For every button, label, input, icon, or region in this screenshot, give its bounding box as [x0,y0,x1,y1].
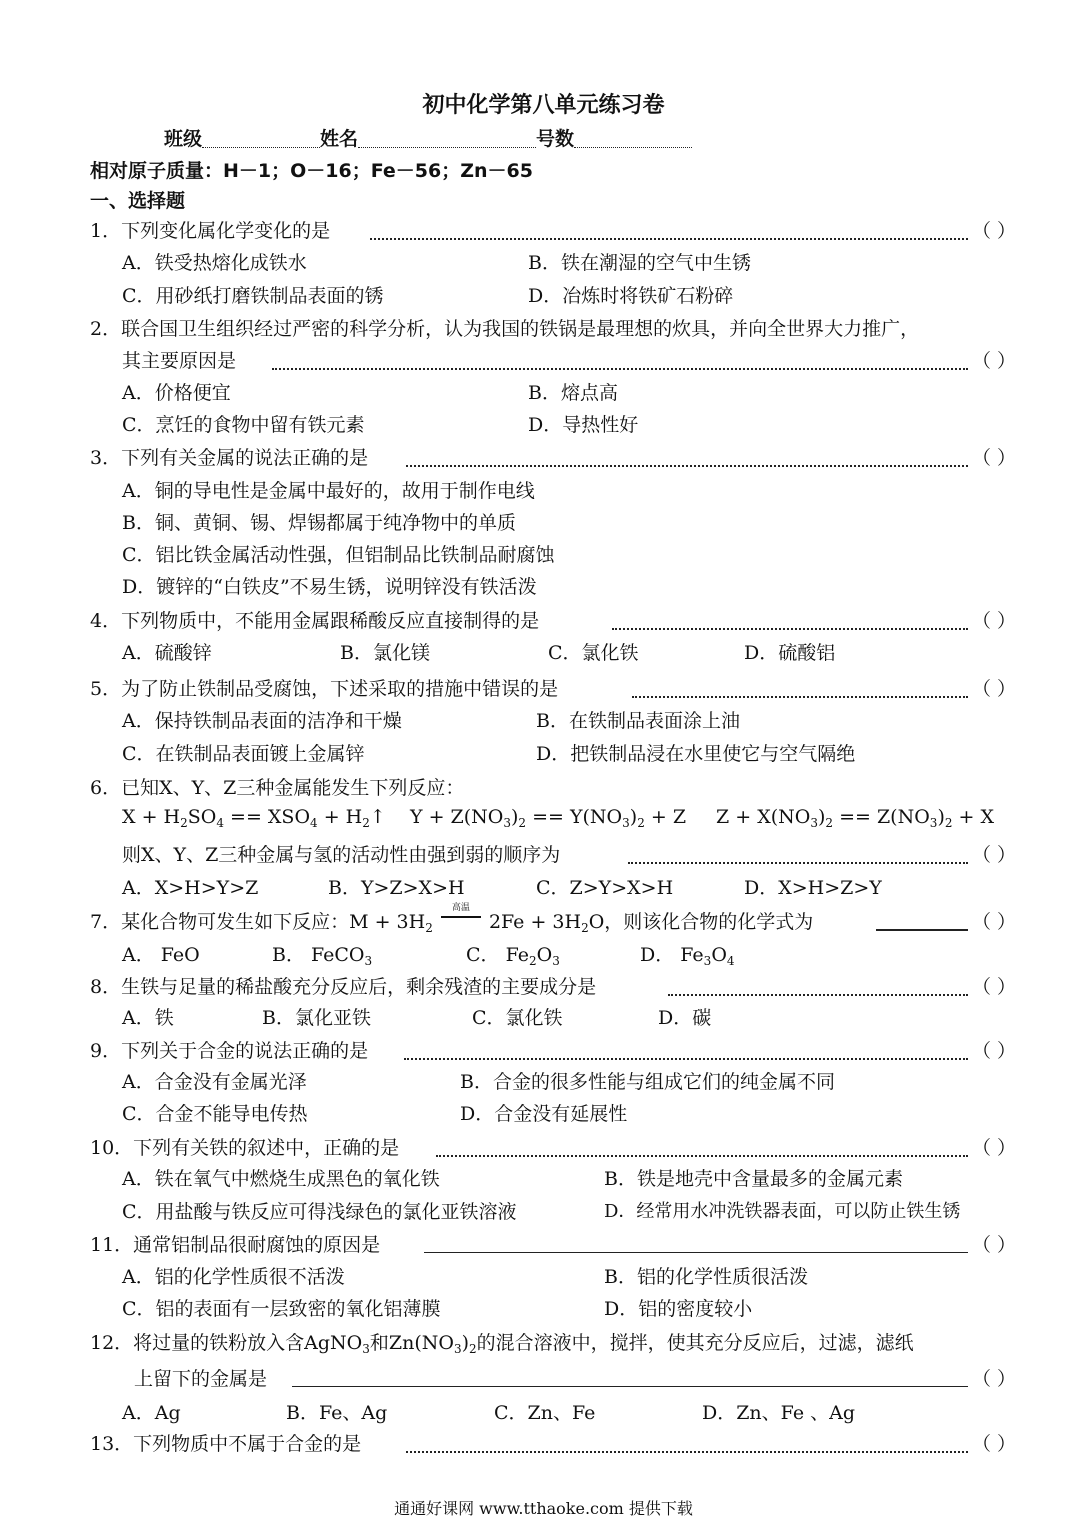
question-stem: 13．下列物质中不属于合金的是 [90,1433,362,1455]
option-d: D．合金没有延展性 [460,1103,628,1125]
leader-dots [370,238,968,240]
option-d: D．铝的密度较小 [604,1298,753,1320]
option-b: B． FeCO$_3$ [272,944,373,968]
question-stem: 4．下列物质中，不能用金属跟稀酸反应直接制得的是 [90,610,540,632]
question-stem: 其主要原因是 [122,350,237,372]
leader-dots [406,1451,968,1453]
option-a: A．X>H>Y>Z [122,877,259,899]
answer-parentheses: （ ） [972,1368,1017,1390]
number-blank [574,129,692,148]
question-12 [0,1362,1087,1394]
page-footer: 通通好课网 www.tthaoke.com 提供下载 [394,1499,693,1518]
answer-parentheses: （ ） [972,911,1017,933]
reaction-3: $Z + X(NO_3)_2 == Z(NO_3)_2 + X$ [716,806,995,830]
question-stem: 10．下列有关铁的叙述中，正确的是 [90,1137,400,1159]
leader-dots [272,368,968,370]
option-b: B．在铁制品表面涂上油 [536,710,740,732]
answer-parentheses: （ ） [972,1040,1017,1062]
page-title: 初中化学第八单元练习卷 [422,93,665,118]
option-c: C．烹饪的食物中留有铁元素 [122,414,365,436]
question-2-stem: 2．联合国卫生组织经过严密的科学分析，认为我国的铁锅是最理想的炊具，并向全世界大力推广， [90,318,920,340]
answer-parentheses: （ ） [972,1234,1017,1256]
class-blank [202,129,320,148]
reaction-2: $Y + Z(NO_3)_2 == Y(NO_3)_2 + Z$ [410,806,687,830]
option-c: C．用盐酸与铁反应可得浅绿色的氯化亚铁溶液 [122,1201,517,1223]
option-c: C．用砂纸打磨铁制品表面的锈 [122,285,384,307]
reaction-1: $X + H_2SO_4 == XSO_4$ + $H_2↑$ [122,806,386,830]
option-b: B．氯化镁 [340,642,430,664]
answer-parentheses: （ ） [972,350,1017,372]
option-a: A．铁 [122,1007,174,1029]
option-c: C．铝的表面有一层致密的氧化铝薄膜 [122,1298,441,1320]
number-label: 号数 [536,128,575,150]
question-stem: 7．某化合物可发生如下反应：$M + 3H_2$ 高温 $2Fe + 3H_2O$，则该化合物的化学式为 [90,903,814,935]
option-c: C．氯化铁 [548,642,639,664]
option-c: C． $Fe_2O_3$ [466,944,560,968]
leader-line [876,929,968,931]
question-stem: 上留下的金属是 [134,1368,268,1390]
question-1 [0,214,1087,246]
leader-dots [612,628,968,630]
question-stem: 3．下列有关金属的说法正确的是 [90,447,369,469]
option-a: A．合金没有金属光泽 [122,1071,307,1093]
question-7 [0,905,1087,937]
leader-dots [404,1058,968,1060]
option-b: B．熔点高 [528,382,618,404]
answer-parentheses: （ ） [972,678,1017,700]
option-d: D． $Fe_3O_4$ [640,944,735,968]
option-b: B．Y>Z>X>H [328,877,465,899]
option-a: A． FeO [122,944,200,966]
question-stem: 8．生铁与足量的稀盐酸充分反应后，剩余残渣的主要成分是 [90,976,597,998]
question-13 [0,1427,1087,1459]
name-blank [358,129,536,148]
option-c: C．在铁制品表面镀上金属锌 [122,743,365,765]
question-9 [0,1034,1087,1066]
option-c: C．合金不能导电传热 [122,1103,308,1125]
option-d: D．经常用水冲洗铁器表面，可以防止铁生锈 [604,1201,961,1222]
option-d: D．Zn、Fe 、Ag [702,1402,855,1424]
question-10 [0,1131,1087,1163]
option-b: B．合金的很多性能与组成它们的纯金属不同 [460,1071,835,1093]
leader-dots [668,994,968,996]
option-b: B．铁是地壳中含量最多的金属元素 [604,1168,903,1190]
option-a: A．Ag [122,1402,181,1424]
leader-dots [406,465,968,467]
option-a: A．铜的导电性是金属中最好的，故用于制作电线 [122,480,535,502]
answer-parentheses: （ ） [972,610,1017,632]
class-label: 班级 [164,128,203,150]
option-d: D．导热性好 [528,414,639,436]
option-c: C．氯化铁 [472,1007,563,1029]
option-d: D．硫酸铝 [744,642,836,664]
option-d: D．X>H>Z>Y [744,877,882,899]
question-4 [0,604,1087,636]
atomic-mass-line: 相对原子质量：H－1；O－16；Fe－56；Zn－65 [90,160,533,182]
answer-parentheses: （ ） [972,1137,1017,1159]
question-12-stem: 12．将过量的铁粉放入含AgNO$_3$和$Zn(NO_3)_2$的混合溶液中，搅拌，使其充分反应后，过滤，滤纸 [90,1332,914,1356]
option-a: A．保持铁制品表面的洁净和干燥 [122,710,402,732]
option-d: D．冶炼时将铁矿石粉碎 [528,285,734,307]
question-stem: 则X、Y、Z三种金属与氢的活动性由强到弱的顺序为 [122,844,561,866]
leader-line [292,1386,968,1387]
option-b: B．铜、黄铜、锡、焊锡都属于纯净物中的单质 [122,512,516,534]
option-b: B．Fe、Ag [286,1402,388,1424]
question-11 [0,1228,1087,1260]
option-b: B．铝的化学性质很活泼 [604,1266,808,1288]
section-heading: 一、选择题 [90,190,186,212]
answer-parentheses: （ ） [972,976,1017,998]
leader-dots [632,696,968,698]
answer-parentheses: （ ） [972,1433,1017,1455]
option-d: D．镀锌的“白铁皮”不易生锈，说明锌没有铁活泼 [122,576,537,598]
question-2 [0,344,1087,376]
leader-dots [436,1155,968,1157]
student-info-line [164,124,692,151]
answer-parentheses: （ ） [972,220,1017,242]
name-label: 姓名 [320,128,359,150]
option-a: A．铁在氧气中燃烧生成黑色的氧化铁 [122,1168,440,1190]
question-6-stem: 6．已知X、Y、Z三种金属能发生下列反应： [90,777,465,799]
question-stem: 1．下列变化属化学变化的是 [90,220,331,242]
option-d: D．把铁制品浸在水里使它与空气隔绝 [536,743,856,765]
question-3 [0,441,1087,473]
answer-parentheses: （ ） [972,447,1017,469]
option-d: D．碳 [658,1007,712,1029]
option-a: A．价格便宜 [122,382,231,404]
leader-dots [628,862,968,864]
answer-parentheses: （ ） [972,844,1017,866]
question-stem: 5．为了防止铁制品受腐蚀，下述采取的措施中错误的是 [90,678,559,700]
question-stem: 9．下列关于合金的说法正确的是 [90,1040,369,1062]
question-8 [0,970,1087,1002]
option-a: A．铝的化学性质很不活泼 [122,1266,345,1288]
question-stem: 11．通常铝制品很耐腐蚀的原因是 [90,1234,381,1256]
reaction-arrow: 高温 [439,910,483,930]
question-5 [0,672,1087,704]
option-b: B．铁在潮湿的空气中生锈 [528,252,751,274]
option-b: B．氯化亚铁 [262,1007,371,1029]
option-a: A．硫酸锌 [122,642,212,664]
option-c: C．Z>Y>X>H [536,877,674,899]
question-6 [0,838,1087,870]
option-c: C．铝比铁金属活动性强，但铝制品比铁制品耐腐蚀 [122,544,555,566]
option-a: A．铁受热熔化成铁水 [122,252,307,274]
option-c: C．Zn、Fe [494,1402,596,1424]
leader-line [424,1252,968,1253]
